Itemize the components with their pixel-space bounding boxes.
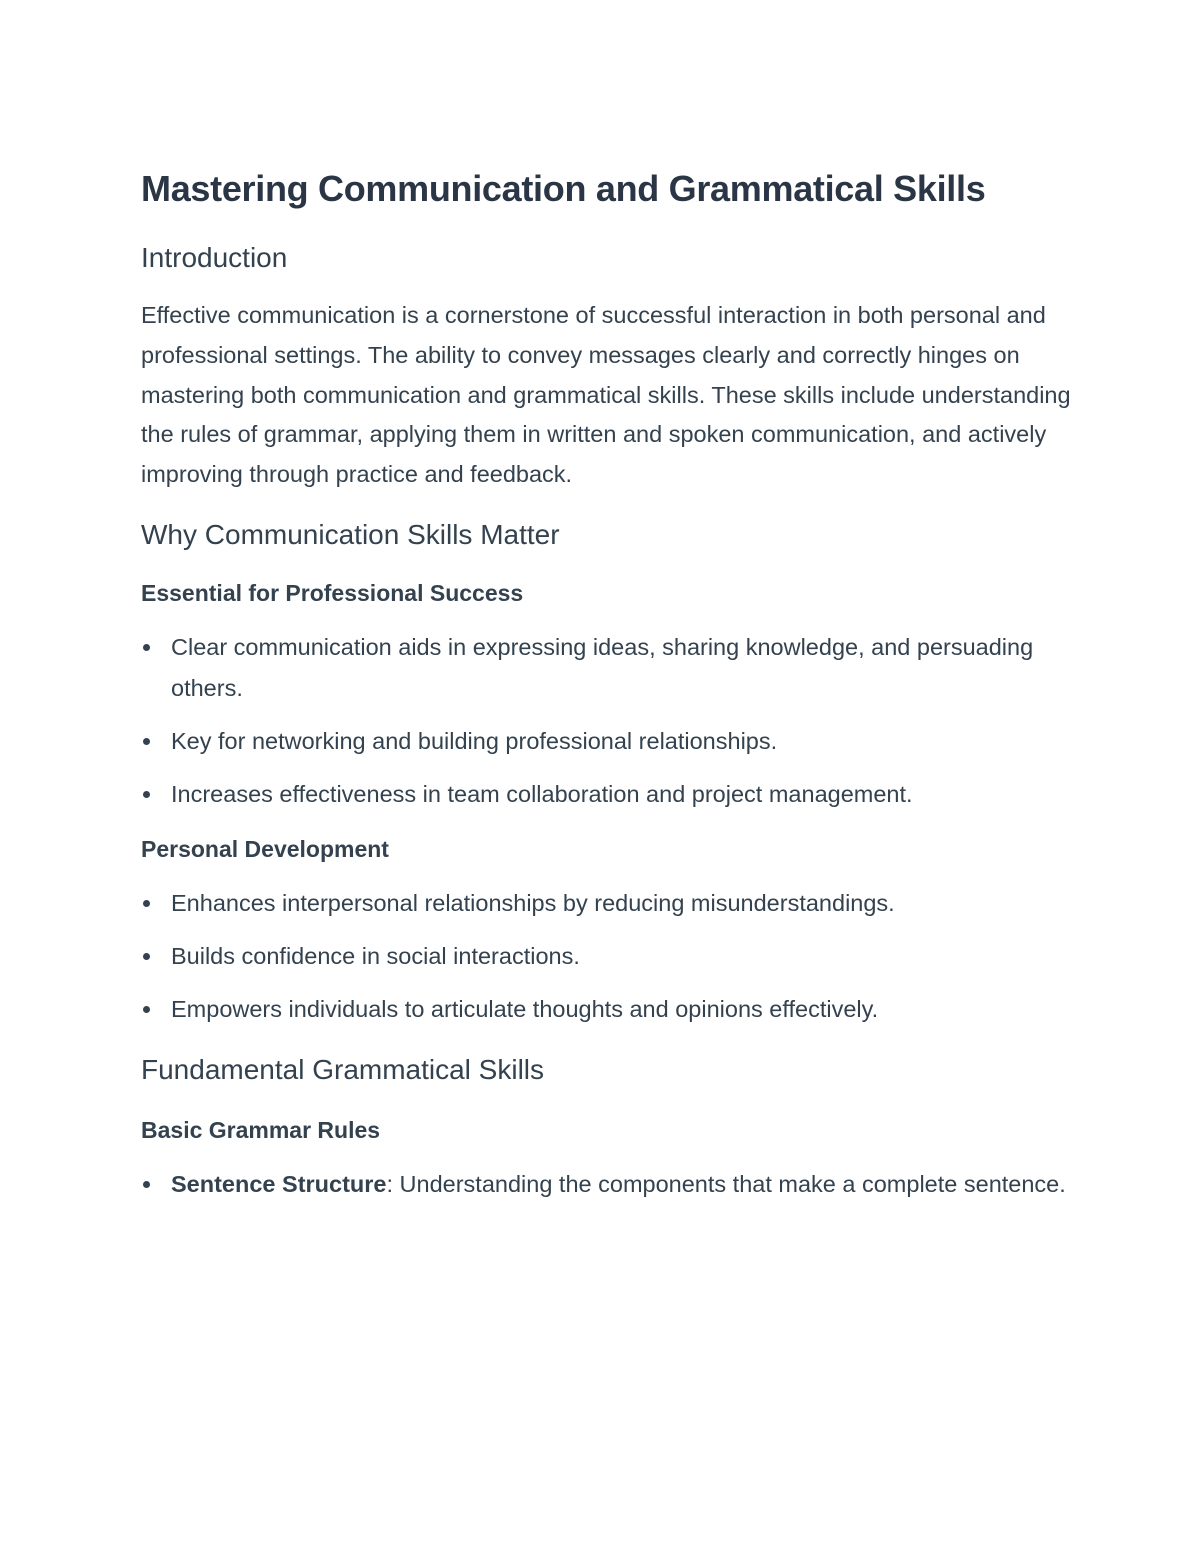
bullet-icon	[143, 791, 150, 798]
list-item	[141, 1164, 1071, 1205]
bullet-icon	[143, 644, 150, 651]
list-item	[141, 721, 1071, 762]
section-heading-why-communication: Why Communication Skills Matter	[141, 518, 560, 550]
list-item	[141, 627, 1071, 709]
list-item-text: Increases effectiveness in team collaboration and project management.	[171, 780, 913, 807]
subheading-professional-success: Essential for Professional Success	[141, 579, 524, 606]
basic-grammar-rules-list	[141, 1164, 1071, 1205]
list-item-text: Builds confidence in social interactions.	[171, 942, 580, 969]
bullet-icon	[143, 738, 150, 745]
document-title: Mastering Communication and Grammatical Skills	[141, 168, 986, 209]
list-item	[141, 774, 1071, 815]
list-item-text: Clear communication aids in expressing ideas, sharing knowledge, and persuading others.	[171, 633, 1034, 701]
subheading-personal-development: Personal Development	[141, 835, 389, 862]
list-item-text: Key for networking and building professional relationships.	[171, 727, 778, 754]
bullet-icon	[143, 1006, 150, 1013]
personal-development-list	[141, 883, 1071, 1030]
section-heading-fundamental-grammar: Fundamental Grammatical Skills	[141, 1053, 545, 1085]
list-item-text: Enhances interpersonal relationships by reducing misunderstandings.	[171, 889, 895, 916]
list-item-text: : Understanding the components that make a complete sentence.	[386, 1170, 1066, 1197]
section-heading-introduction: Introduction	[141, 242, 288, 273]
professional-success-list	[141, 627, 1071, 815]
subheading-basic-grammar-rules: Basic Grammar Rules	[141, 1116, 381, 1143]
list-item	[141, 989, 1071, 1030]
bullet-icon	[143, 900, 150, 907]
document-page	[141, 160, 1071, 1205]
bullet-icon	[143, 953, 150, 960]
bullet-icon	[143, 1181, 150, 1188]
introduction-paragraph: Effective communication is a cornerstone of successful interaction in both personal and professional settings. The ability to convey messages clearly and correctly hinges on mastering both communication and grammatical skills. These skills include understanding the rules of grammar, applying them in written and spoken communication, and actively improving through practice and feedback.	[141, 302, 1071, 488]
list-item-term: Sentence Structure	[171, 1170, 387, 1197]
list-item-text: Empowers individuals to articulate thoughts and opinions effectively.	[171, 995, 879, 1022]
list-item	[141, 883, 1071, 924]
list-item	[141, 936, 1071, 977]
